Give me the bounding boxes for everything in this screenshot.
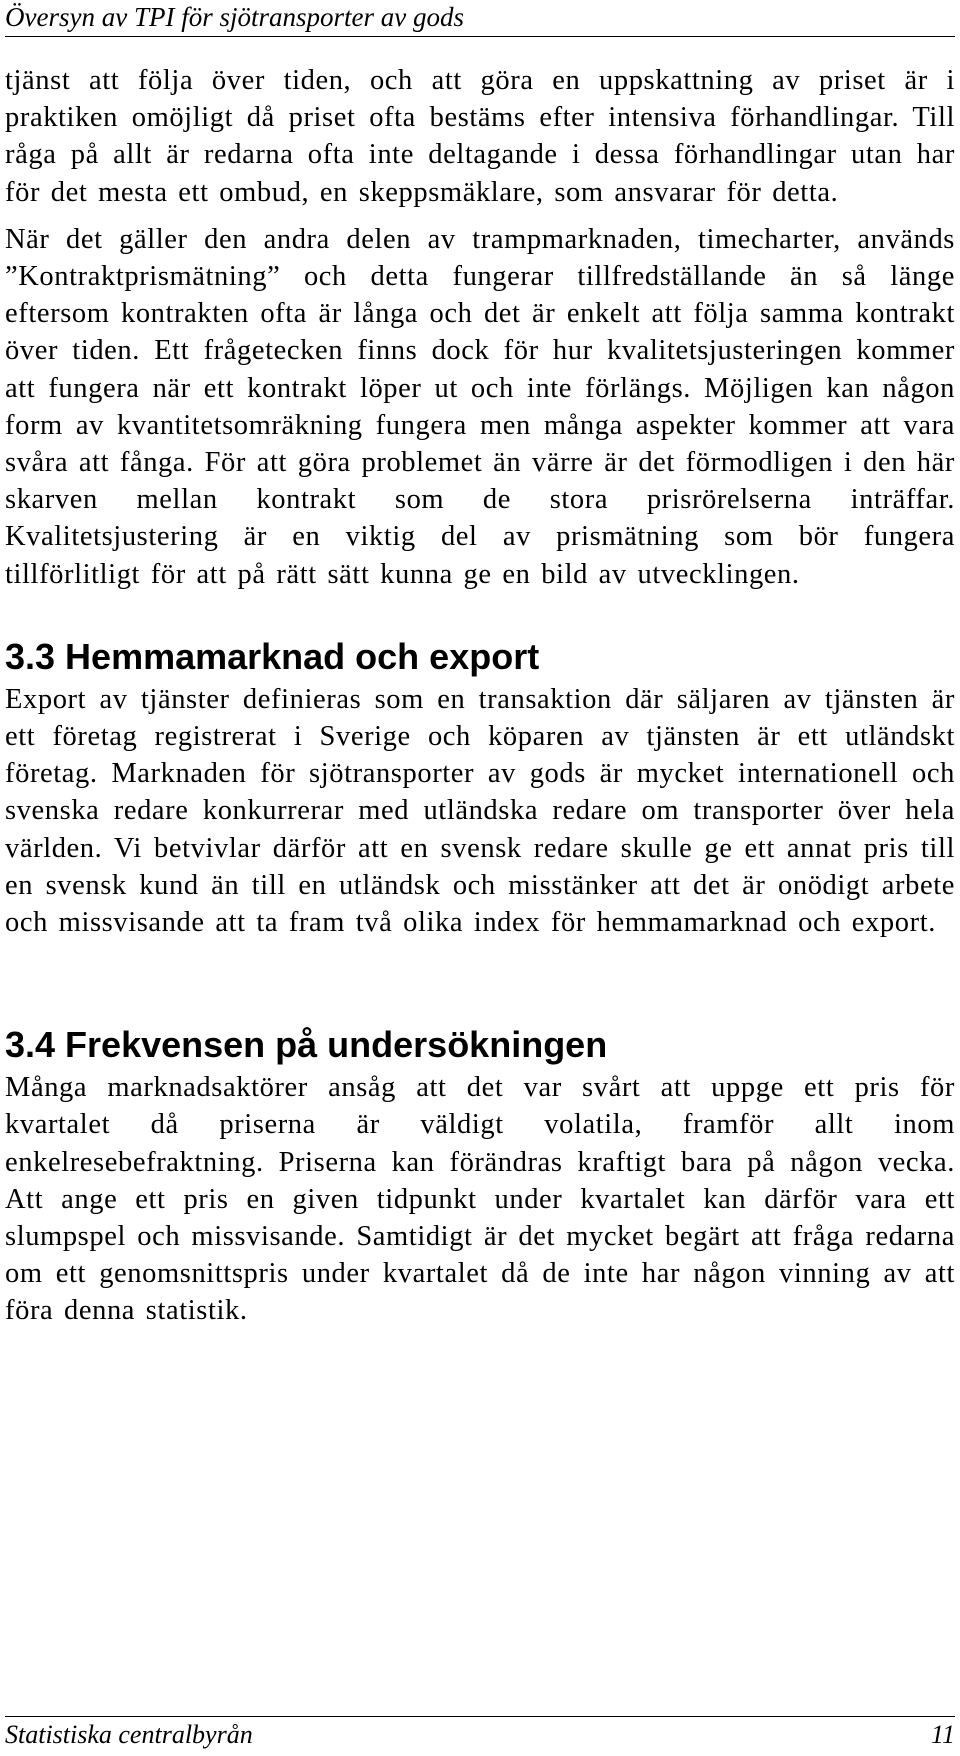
- running-header: [5, 2, 955, 37]
- header-title: Översyn av TPI för sjötransporter av gods: [5, 2, 464, 32]
- page-number: 11: [930, 1720, 955, 1749]
- footer-publisher: Statistiska centralbyrån: [5, 1720, 253, 1749]
- section-heading-3-3: 3.3 Hemmamarknad och export: [5, 635, 540, 677]
- paragraph-export: Export av tjänster definieras som en transaktion där säljaren av tjänsten är ett företag registrerat i Sverige och köparen av tjänsten är ett utländskt företag. Marknaden för sjötransporter av gods är mycket internationell och svenska redare konkurrerar med utländska redare om transporter över hela världen. Vi betvivlar därför att en svensk redare skulle ge ett annat pris till en svensk kund än till en utländsk och misstänker att det är onödigt arbete och missvisande att ta fram två olika index för hemmamarknad och export.: [5, 683, 955, 939]
- paragraph-continuation: tjänst att följa över tiden, och att göra en uppskattning av priset är i praktiken omöjligt då priset ofta bestäms efter intensiva förhandlingar. Till råga på allt är redarna ofta inte deltagande i dessa förhandlingar utan har för det mesta ett ombud, en skeppsmäklare, som ansvarar för detta.: [5, 65, 955, 208]
- section-heading-3-4: 3.4 Frekvensen på undersökningen: [5, 1024, 608, 1066]
- paragraph-timecharter: När det gäller den andra delen av trampmarknaden, timecharter, används ”Kontraktprismätning” och detta fungerar tillfredställande än så länge eftersom kontrakten ofta är långa och det är enkelt att följa samma kontrakt över tiden. Ett frågetecken finns dock för hur kvalitetsjusteringen kommer att fungera när ett kontrakt löper ut och inte förlängs. Möjligen kan någon form av kvantitetsomräkning fungera men många aspekter kommer att vara svåra att fånga. För att göra problemet än värre är det förmodligen i den här skarven mellan kontrakt som de stora prisrörelserna inträffar. Kvalitetsjustering är en viktig del av prismätning som bör fungera tillförlitligt för att på rätt sätt kunna ge en bild av utvecklingen.: [5, 223, 955, 590]
- paragraph-frequency: Många marknadsaktörer ansåg att det var svårt att uppge ett pris för kvartalet då priserna är väldigt volatila, framför allt inom enkelresebefraktning. Priserna kan förändras kraftigt bara på någon vecka. Att ange ett pris en given tidpunkt under kvartalet kan därför vara ett slumpspel och missvisande. Samtidigt är det mycket begärt att fråga redarna om ett genomsnittspris under kvartalet då de inte har någon vinning av att föra denna statistik.: [5, 1072, 955, 1327]
- page-content: [5, 62, 955, 1330]
- running-footer: [5, 1716, 955, 1751]
